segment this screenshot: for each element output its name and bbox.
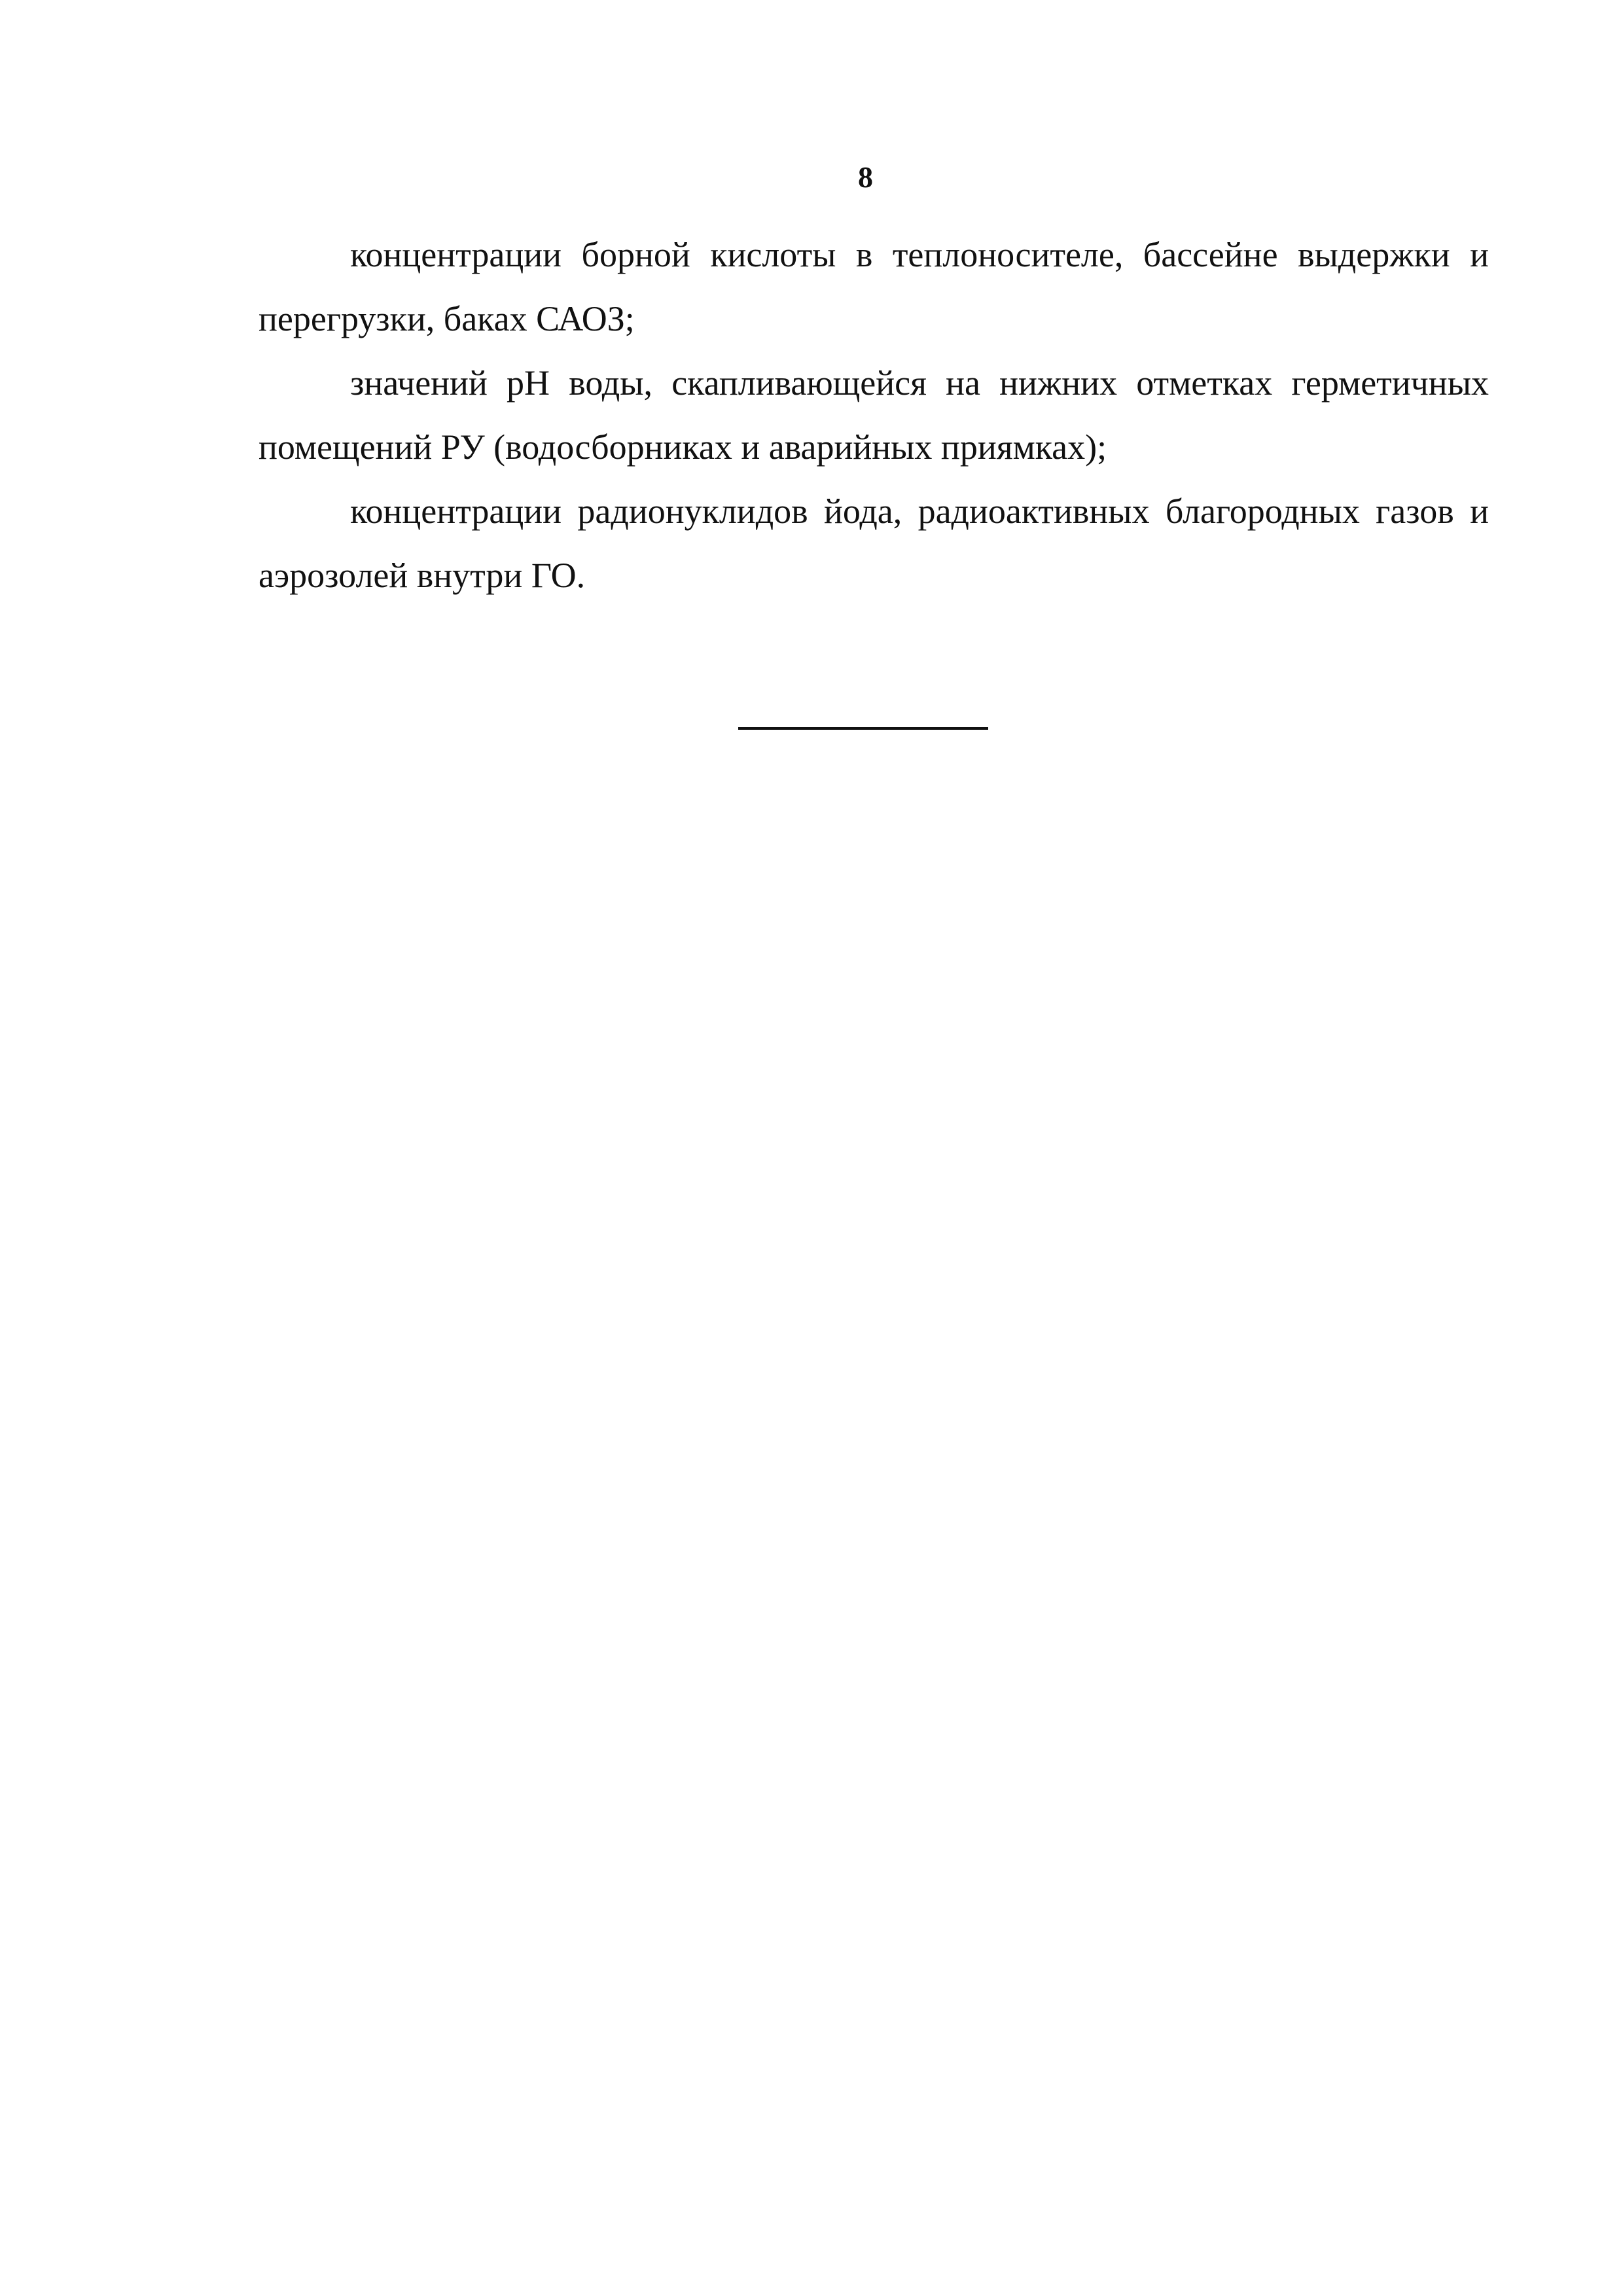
end-of-text-rule [738,727,988,730]
paragraph-radionuclide-concentration: концентрации радионуклидов йода, радиоактивных благородных газов и аэрозолей внутри ГО. [259,492,1489,595]
paragraph-ph-values: значений pH воды, скапливающейся на нижних отметках герметичных помещений РУ (водосборниках и аварийных приямках); [259,363,1489,467]
page-number: 8 [858,160,873,194]
paragraph-boric-acid-concentration: концентрации борной кислоты в теплоносителе, бассейне выдержки и перегрузки, баках САОЗ; [259,235,1489,338]
body-text [259,223,1489,607]
